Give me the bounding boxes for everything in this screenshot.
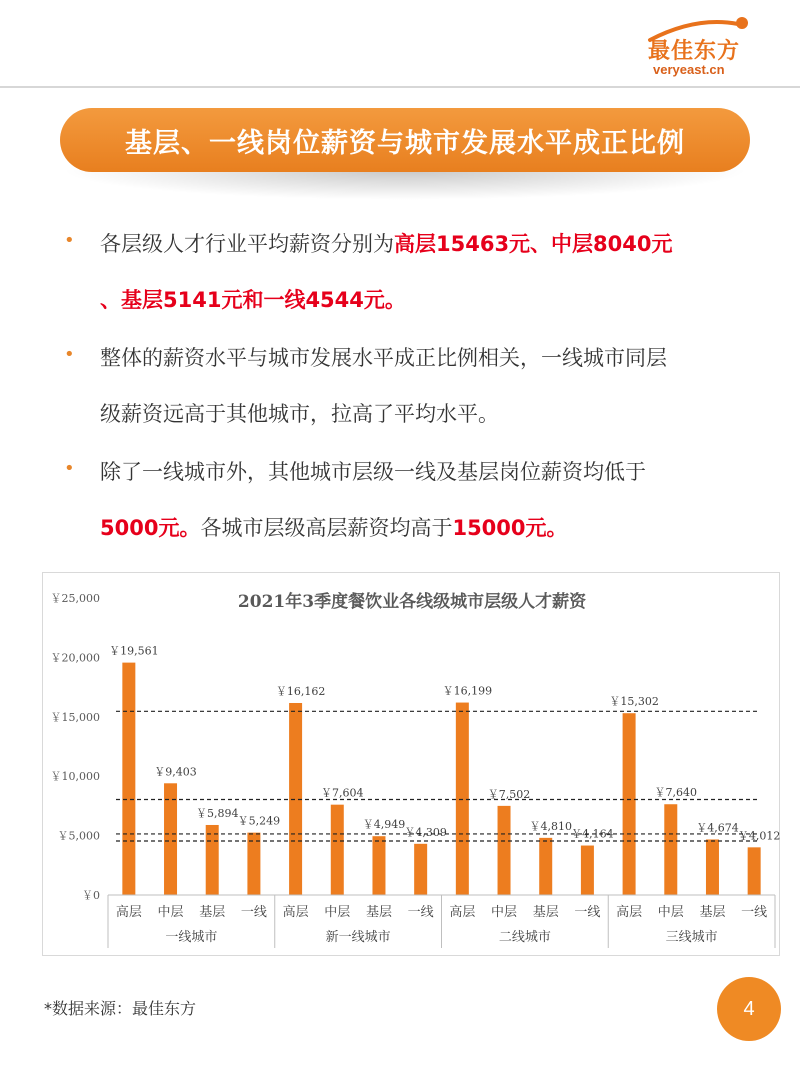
body-text: 各城市层级高层薪资均高于: [200, 516, 453, 540]
x-tick-label: 基层: [365, 905, 392, 920]
data-label: ￥16,199: [442, 684, 493, 698]
bullet-line: [100, 342, 667, 372]
group-label: 新一线城市: [325, 930, 391, 945]
body-text: 级薪资远高于其他城市，拉高了平均水平。: [100, 402, 499, 426]
x-tick-label: 一线: [741, 905, 768, 920]
bullet-line: [100, 456, 646, 486]
bullet-dot: •: [64, 230, 75, 251]
highlight-text: 、基层5141元和一线4544元。: [100, 288, 406, 312]
banner-shadow: [60, 170, 750, 200]
bullet-dot: •: [64, 344, 75, 365]
data-label: ￥4,309: [404, 825, 447, 839]
highlight-text: 高层15463元、中层8040元: [394, 232, 673, 256]
highlight-text: 15000元。: [452, 516, 568, 540]
bullet-line: [100, 512, 568, 542]
bullet-dot: •: [64, 458, 75, 479]
x-tick-label: 高层: [115, 905, 142, 920]
data-label: ￥4,810: [529, 819, 572, 833]
logo-text: 最佳东方: [648, 39, 741, 64]
data-label: ￥4,674: [696, 821, 739, 835]
y-tick-label: ￥5,000: [57, 829, 100, 843]
data-label: ￥4,949: [362, 818, 406, 832]
data-label: ￥7,604: [321, 786, 364, 800]
y-tick-label: ￥10,000: [50, 770, 100, 784]
x-tick-label: 中层: [157, 905, 184, 920]
x-tick-label: 基层: [699, 905, 726, 920]
data-label: ￥5,894: [195, 806, 239, 820]
body-text: 各层级人才行业平均薪资分别为: [100, 232, 394, 256]
group-label: 一线城市: [165, 930, 218, 945]
chart-frame: [42, 572, 780, 956]
section-banner: 基层、一线岗位薪资与城市发展水平成正比例: [60, 108, 750, 172]
x-tick-label: 一线: [407, 905, 434, 920]
bullet-line: [100, 398, 499, 428]
highlight-text: 5000元。: [100, 516, 201, 540]
logo-subtext: veryeast.cn: [653, 62, 725, 77]
data-label: ￥4,164: [571, 827, 614, 841]
data-label: ￥9,403: [154, 765, 197, 779]
y-tick-label: ￥25,000: [50, 592, 100, 605]
y-tick-label: ￥20,000: [50, 651, 100, 665]
group-label: 二线城市: [498, 930, 551, 945]
x-tick-label: 中层: [491, 905, 518, 920]
y-tick-label: ￥0: [82, 889, 100, 902]
x-tick-label: 中层: [324, 905, 351, 920]
x-tick-label: 一线: [574, 905, 601, 920]
x-tick-label: 中层: [657, 905, 684, 920]
data-label: ￥19,561: [109, 644, 159, 658]
x-tick-label: 高层: [616, 905, 643, 920]
group-label: 三线城市: [665, 930, 718, 945]
data-label: ￥7,640: [654, 786, 698, 800]
body-text: 整体的薪资水平与城市发展水平成正比例相关，一线城市同层: [100, 346, 667, 370]
x-tick-label: 一线: [240, 905, 267, 920]
bullet-line: [100, 284, 406, 314]
data-label: ￥4,012: [737, 829, 781, 843]
chart-title: 2021年3季度餐饮业各线级城市层级人才薪资: [237, 592, 587, 612]
data-label: ￥5,249: [237, 814, 281, 828]
x-tick-label: 高层: [449, 905, 476, 920]
y-tick-label: ￥15,000: [50, 710, 100, 724]
page-number: 4: [717, 977, 781, 1041]
x-tick-label: 基层: [199, 905, 226, 920]
bullet-line: [100, 228, 673, 258]
body-text: 除了一线城市外，其他城市层级一线及基层岗位薪资均低于: [100, 460, 646, 484]
data-label: ￥15,302: [609, 695, 659, 709]
data-label: ￥7,502: [487, 787, 531, 801]
data-source-note: *数据来源：最佳东方: [44, 999, 197, 1018]
x-tick-label: 基层: [532, 905, 559, 920]
x-tick-label: 高层: [282, 905, 309, 920]
header-divider: [0, 86, 800, 88]
data-label: ￥16,162: [275, 684, 326, 698]
